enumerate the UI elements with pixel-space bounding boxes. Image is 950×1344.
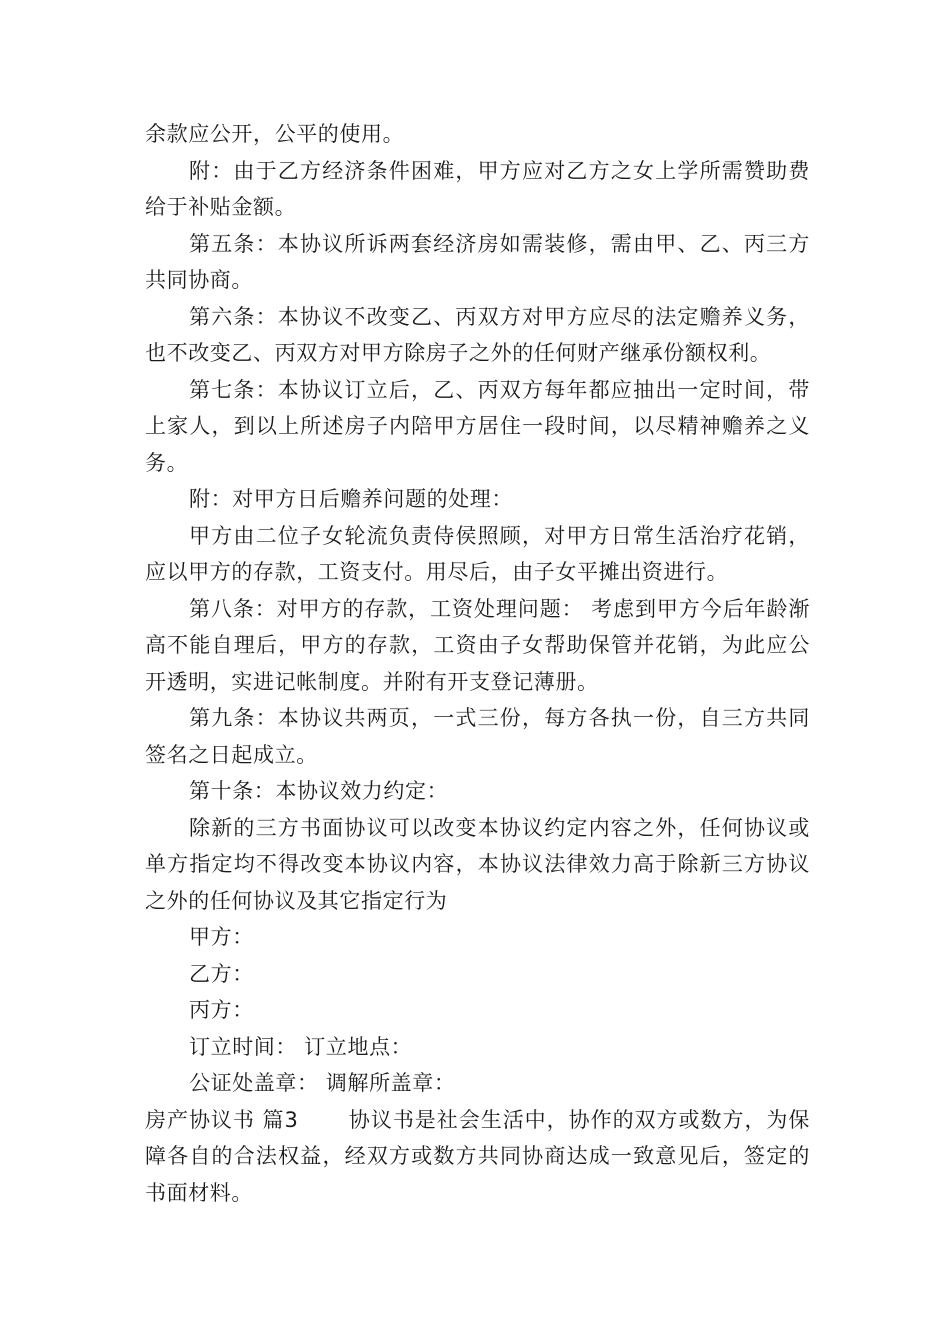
- signature-party-a: 甲方：: [189, 925, 254, 949]
- paragraph-care-arrangement: 甲方由二位子女轮流负责侍侯照顾，对甲方日常生活治疗花销，应以甲方的存款，工资支付。用尽后，由子女平摊出资进行。: [145, 523, 810, 584]
- section-intro: [145, 1102, 810, 1212]
- paragraph-appendix-support: 附：对甲方日后赡养问题的处理：: [189, 487, 513, 511]
- paragraph-appendix-tuition: 附：由于乙方经济条件困难，甲方应对乙方之女上学所需赞助费给于补贴金额。: [145, 158, 810, 219]
- signature-party-c: 丙方：: [189, 998, 254, 1022]
- paragraph-article-10: 第十条：本协议效力约定：: [189, 779, 449, 803]
- section-heading: 房产协议书 篇3: [145, 1107, 299, 1132]
- paragraph-article-8: 第八条：对甲方的存款，工资处理问题： 考虑到甲方今后年龄渐高不能自理后，甲方的存款，工资由子女帮助保管并花销，为此应公开透明，实进记帐制度。并附有开支登记薄册。: [145, 596, 810, 694]
- paragraph-article-5: 第五条：本协议所诉两套经济房如需装修，需由甲、乙、丙三方共同协商。: [145, 231, 810, 292]
- document-body: [145, 116, 810, 1211]
- signing-time-place: 订立时间： 订立地点：: [189, 1034, 413, 1059]
- paragraph-article-6: 第六条：本协议不改变乙、丙双方对甲方应尽的法定赡养义务，也不改变乙、丙双方对甲方除房子之外的任何财产继承份额权利。: [145, 304, 810, 365]
- signature-party-b: 乙方：: [189, 961, 254, 986]
- paragraph-article-9: 第九条：本协议共两页，一式三份，每方各执一份，自三方共同签名之日起成立。: [145, 706, 810, 767]
- seal-lines: 公证处盖章： 调解所盖章：: [189, 1071, 456, 1095]
- section-body: 协议书是社会生活中，协作的双方或数方，为保障各自的合法权益，经双方或数方共同协商达成一致意见后，签定的书面材料。: [145, 1107, 810, 1205]
- paragraph-validity-terms: 除新的三方书面协议可以改变本协议约定内容之外，任何协议或单方指定均不得改变本协议内容，本协议法律效力高于除新三方协议之外的任何协议及其它指定行为: [145, 815, 810, 913]
- paragraph-remaining-funds: 余款应公开，公平的使用。: [145, 122, 405, 146]
- paragraph-article-7: 第七条：本协议订立后，乙、丙双方每年都应抽出一定时间，带上家人，到以上所述房子内陪甲方居住一段时间，以尽精神赡养之义务。: [145, 377, 810, 475]
